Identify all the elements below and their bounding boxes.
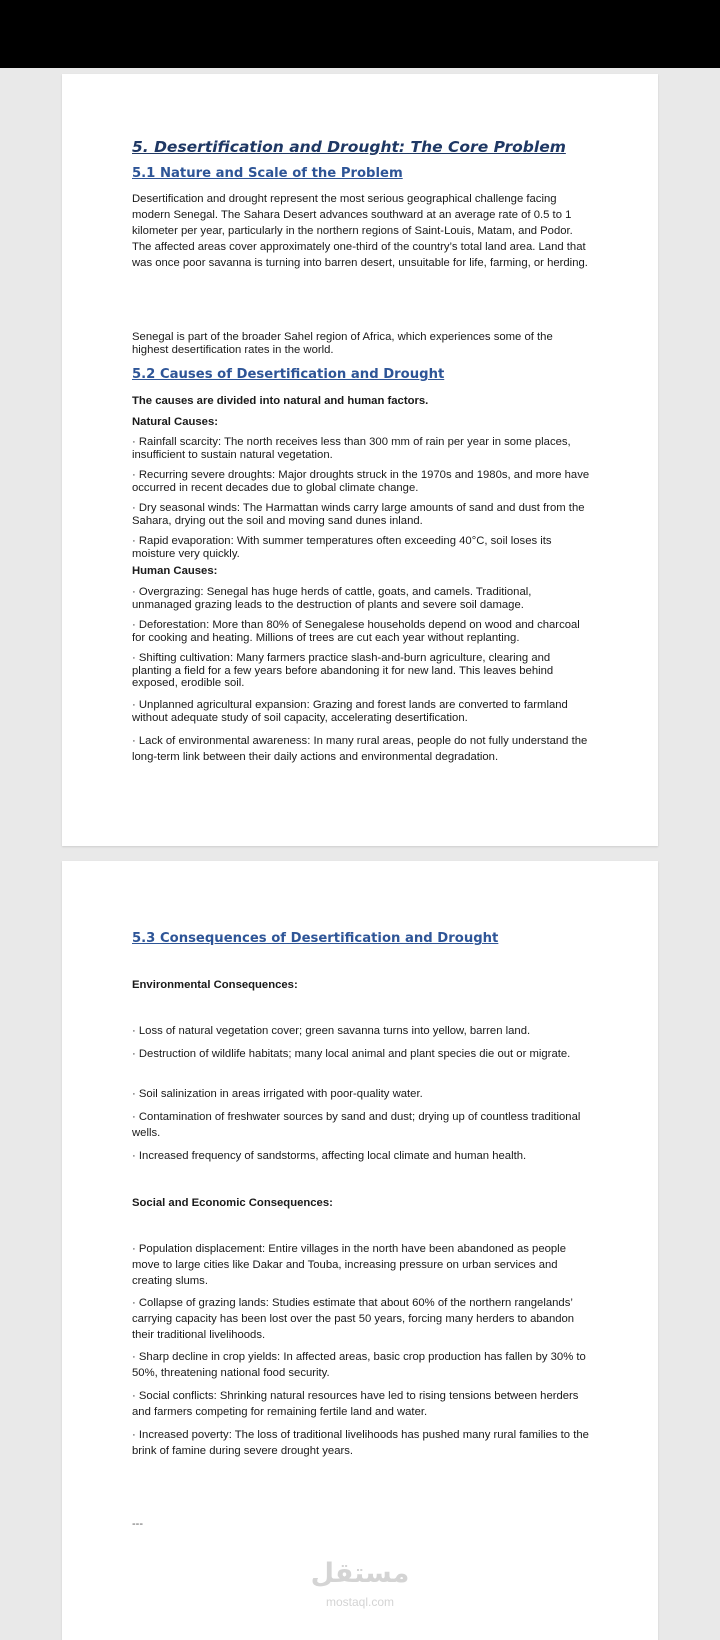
list-item: · Destruction of wildlife habitats; many local animal and plant species die out or migrate. — [132, 1048, 571, 1060]
list-item: · Deforestation: More than 80% of Senegalese households depend on wood and charcoal for cooking and heating. Millions of trees are cut each year without replanting. — [132, 619, 580, 644]
section-5-1-paragraph-2: Senegal is part of the broader Sahel region of Africa, which experiences some of the highest desertification rates in the world. — [132, 331, 553, 356]
watermark-url: mostaql.com — [325, 1595, 395, 1609]
list-item: · Social conflicts: Shrinking natural resources have led to rising tensions between herders and farmers competing for remaining fertile land and water. — [132, 1390, 579, 1418]
social-economic-consequences-label: Social and Economic Consequences: — [132, 1197, 333, 1209]
environmental-consequences-label: Environmental Consequences: — [132, 979, 298, 991]
list-item: · Rapid evaporation: With summer temperatures often exceeding 40°C, soil loses its moisture very quickly. — [132, 535, 552, 560]
section-5-2-title: 5.2 Causes of Desertification and Drought — [132, 367, 445, 382]
section-5-1-paragraph-1: Desertification and drought represent the most serious geographical challenge facing modern Senegal. The Sahara Desert advances southward at an average rate of 0.5 to 1 kilometer per year, particularly in the northern regions of Saint-Louis, Matam, and Podor. The affected areas cover approximately one-third of the country’s total land area. Land that was once poor savanna is turning into barren desert, unsuitable for life, farming, or herding. — [132, 193, 588, 269]
list-item: · Increased frequency of sandstorms, affecting local climate and human health. — [132, 1150, 527, 1162]
document-page-2 — [62, 861, 658, 1640]
list-item: · Sharp decline in crop yields: In affected areas, basic crop production has fallen by 30% to 50%, threatening national food security. — [132, 1351, 586, 1379]
list-item: · Loss of natural vegetation cover; green savanna turns into yellow, barren land. — [132, 1025, 531, 1037]
top-status-bar — [0, 0, 720, 68]
separator: --- — [132, 1518, 143, 1530]
list-item: · Soil salinization in areas irrigated with poor-quality water. — [132, 1088, 423, 1100]
section-5-1-title: 5.1 Nature and Scale of the Problem — [132, 166, 403, 181]
chapter-heading: 5. Desertification and Drought: The Core Problem — [132, 138, 566, 156]
list-item: · Contamination of freshwater sources by sand and dust; drying up of countless traditional wells. — [132, 1111, 581, 1139]
list-item: · Collapse of grazing lands: Studies estimate that about 60% of the northern rangelands’ carrying capacity has been lost over the past 50 years, forcing many herders to abandon their traditional livelihoods. — [132, 1297, 575, 1341]
list-item: · Lack of environmental awareness: In many rural areas, people do not fully understand the long-term link between their daily actions and environmental degradation. — [132, 735, 588, 763]
section-5-3-title: 5.3 Consequences of Desertification and Drought — [132, 931, 499, 946]
watermark-logo: مستقل — [310, 1558, 410, 1589]
natural-causes-label: Natural Causes: — [132, 416, 219, 428]
list-item: · Unplanned agricultural expansion: Grazing and forest lands are converted to farmland without adequate study of soil capacity, accelerating desertification. — [132, 699, 568, 724]
list-item: · Rainfall scarcity: The north receives less than 300 mm of rain per year in some places, insufficient to sustain natural vegetation. — [132, 436, 571, 461]
human-causes-label: Human Causes: — [132, 565, 218, 577]
list-item: · Increased poverty: The loss of traditional livelihoods has pushed many rural families to the brink of famine during severe drought years. — [132, 1429, 589, 1457]
document-page-1 — [62, 74, 658, 846]
list-item: · Recurring severe droughts: Major droughts struck in the 1970s and 1980s, and more have occurred in recent decades due to global climate change. — [132, 469, 590, 494]
causes-intro: The causes are divided into natural and human factors. — [132, 395, 429, 407]
list-item: · Population displacement: Entire villages in the north have been abandoned as people move to large cities like Dakar and Touba, increasing pressure on urban services and creating slums. — [132, 1243, 566, 1287]
list-item: · Overgrazing: Senegal has huge herds of cattle, goats, and camels. Traditional, unmanaged grazing leads to the destruction of plants and severe soil damage. — [132, 586, 532, 611]
list-item: · Shifting cultivation: Many farmers practice slash-and-burn agriculture, clearing and planting a field for a few years before abandoning it for new land. This leaves behind exposed, erodible soil. — [132, 652, 554, 689]
list-item: · Dry seasonal winds: The Harmattan winds carry large amounts of sand and dust from the Sahara, drying out the soil and moving sand dunes inland. — [132, 502, 585, 527]
